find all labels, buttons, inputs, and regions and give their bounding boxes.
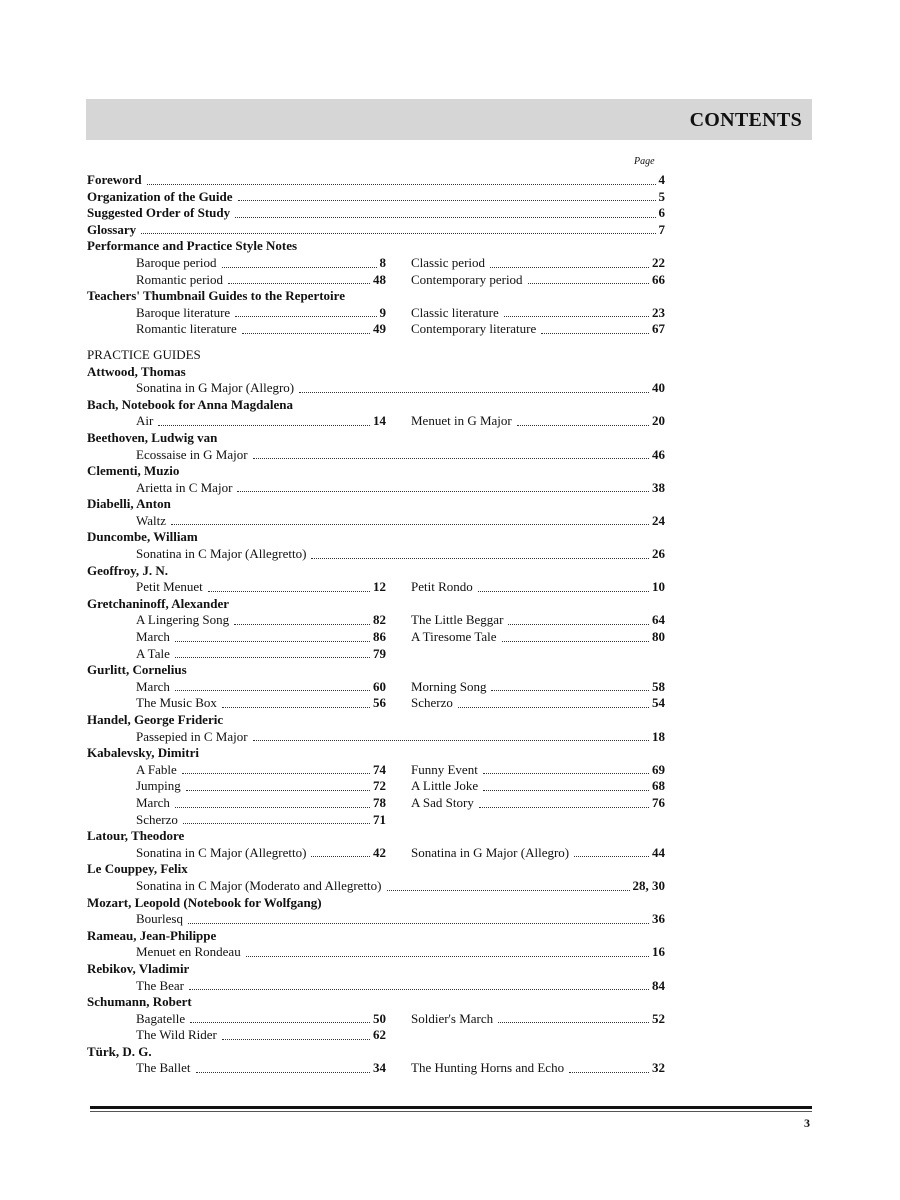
composer-name: Kabalevsky, Dimitri bbox=[87, 745, 199, 761]
toc-entry-page: 48 bbox=[373, 271, 386, 287]
dot-leader bbox=[574, 845, 649, 858]
toc-entry-page: 56 bbox=[373, 695, 386, 711]
dot-leader bbox=[141, 222, 655, 235]
toc-entry-page: 14 bbox=[373, 413, 386, 429]
toc-entry bbox=[87, 272, 386, 289]
toc-entry-label: Organization of the Guide bbox=[87, 188, 233, 204]
toc-entry bbox=[87, 447, 665, 464]
toc-entry-line bbox=[87, 189, 665, 206]
toc-entry-label: Baroque literature bbox=[136, 304, 231, 320]
toc-entry-page: 68 bbox=[652, 778, 665, 794]
toc-entry-label: March bbox=[136, 678, 170, 694]
toc-entry bbox=[411, 579, 665, 596]
dot-leader bbox=[541, 321, 649, 334]
toc-entry bbox=[87, 629, 386, 646]
toc-entry-line bbox=[136, 729, 665, 746]
toc-row bbox=[87, 762, 665, 779]
dot-leader bbox=[311, 845, 370, 858]
toc-entry-label: Morning Song bbox=[411, 678, 487, 694]
toc-entry-label: Classic literature bbox=[411, 304, 499, 320]
toc-entry-label: The Ballet bbox=[136, 1060, 191, 1076]
toc-row bbox=[87, 1027, 665, 1044]
toc-entry-line bbox=[87, 172, 665, 189]
dot-leader bbox=[478, 579, 649, 592]
dot-leader bbox=[222, 695, 370, 708]
toc-row bbox=[87, 778, 665, 795]
toc-entry bbox=[87, 172, 665, 189]
toc-entry-line bbox=[136, 546, 665, 563]
toc-entry-label: Soldier's March bbox=[411, 1010, 494, 1026]
toc-row bbox=[87, 695, 665, 712]
dot-leader bbox=[508, 612, 649, 625]
toc-entry-label: Waltz bbox=[136, 512, 166, 528]
toc-entry-label: Menuet en Rondeau bbox=[136, 944, 241, 960]
toc-entry-line bbox=[136, 878, 665, 895]
composer-name: Diabelli, Anton bbox=[87, 496, 171, 512]
toc-entry-label: The Hunting Horns and Echo bbox=[411, 1060, 565, 1076]
toc-entry-page: 7 bbox=[658, 221, 665, 237]
toc-entry-page: 76 bbox=[652, 794, 665, 810]
toc-entry-label: Petit Rondo bbox=[411, 579, 473, 595]
toc-entry bbox=[411, 795, 665, 812]
dot-leader bbox=[189, 978, 649, 991]
toc-entry bbox=[87, 513, 665, 530]
toc-entry-line bbox=[136, 911, 665, 928]
composer-name: Latour, Theodore bbox=[87, 828, 185, 844]
toc-entry-label: The Wild Rider bbox=[136, 1027, 217, 1043]
composer-name: Gurlitt, Cornelius bbox=[87, 662, 187, 678]
toc-entry-label: Petit Menuet bbox=[136, 579, 203, 595]
toc-row bbox=[87, 255, 665, 272]
toc-entry-label: Suggested Order of Study bbox=[87, 205, 231, 221]
toc-entry-page: 49 bbox=[373, 321, 386, 337]
toc-entry bbox=[411, 255, 665, 272]
toc-row bbox=[87, 845, 665, 862]
toc-entry bbox=[411, 679, 665, 696]
toc-entry-label: A Tiresome Tale bbox=[411, 629, 497, 645]
composer-name: Duncombe, William bbox=[87, 529, 198, 545]
dot-leader bbox=[458, 695, 649, 708]
toc-entry bbox=[411, 272, 665, 289]
toc-entry-page: 18 bbox=[652, 728, 665, 744]
toc-entry bbox=[87, 795, 386, 812]
toc-entry bbox=[87, 878, 665, 895]
composer-name: Clementi, Muzio bbox=[87, 463, 180, 479]
dot-leader bbox=[504, 305, 649, 318]
toc-entry-line bbox=[136, 380, 665, 397]
toc-entry bbox=[87, 546, 665, 563]
dot-leader bbox=[498, 1011, 649, 1024]
composer-name: Beethoven, Ludwig van bbox=[87, 429, 218, 445]
dot-leader bbox=[188, 911, 649, 924]
toc-entry-label: Arietta in C Major bbox=[136, 479, 233, 495]
toc-entry bbox=[87, 978, 665, 995]
toc-entry-label: Classic period bbox=[411, 254, 486, 270]
toc-row bbox=[87, 646, 665, 663]
toc-entry-page: 46 bbox=[652, 446, 665, 462]
toc-entry-line bbox=[136, 480, 665, 497]
toc-entry-label: Romantic period bbox=[136, 271, 224, 287]
toc-entry-page: 69 bbox=[652, 761, 665, 777]
dot-leader bbox=[175, 795, 370, 808]
page-number: 3 bbox=[804, 1116, 810, 1130]
toc-entry-label: Ecossaise in G Major bbox=[136, 446, 248, 462]
toc-entry-page: 84 bbox=[652, 977, 665, 993]
toc-entry-page: 34 bbox=[373, 1060, 386, 1076]
dot-leader bbox=[182, 762, 370, 775]
toc-entry-label: The Little Beggar bbox=[411, 612, 504, 628]
composer-name: Attwood, Thomas bbox=[87, 363, 186, 379]
toc-row bbox=[87, 1011, 665, 1028]
toc-entry-label: A Little Joke bbox=[411, 778, 479, 794]
dot-leader bbox=[491, 679, 649, 692]
dot-leader bbox=[222, 255, 377, 268]
toc-entry-line bbox=[136, 944, 665, 961]
toc-entry-page: 36 bbox=[652, 911, 665, 927]
toc-row bbox=[87, 1060, 665, 1077]
toc-entry-page: 54 bbox=[652, 695, 665, 711]
toc-entry-page: 86 bbox=[373, 629, 386, 645]
dot-leader bbox=[517, 413, 649, 426]
header-bar bbox=[86, 99, 812, 140]
composer-name: Rameau, Jean-Philippe bbox=[87, 927, 217, 943]
toc-entry bbox=[87, 679, 386, 696]
dot-leader bbox=[246, 944, 649, 957]
dot-leader bbox=[569, 1060, 649, 1073]
dot-leader bbox=[235, 205, 655, 218]
toc-entry-page: 5 bbox=[658, 188, 665, 204]
toc-entry-label: Sonatina in C Major (Moderato and Allegretto) bbox=[136, 877, 382, 893]
dot-leader bbox=[299, 380, 649, 393]
toc-entry-label: March bbox=[136, 629, 170, 645]
toc-entry bbox=[87, 944, 665, 961]
toc-entry bbox=[87, 695, 386, 712]
toc-entry-page: 4 bbox=[658, 172, 665, 187]
dot-leader bbox=[186, 778, 370, 791]
dot-leader bbox=[479, 795, 649, 808]
composer-name: Türk, D. G. bbox=[87, 1043, 152, 1059]
page-title: CONTENTS bbox=[689, 109, 802, 131]
toc-entry bbox=[87, 1060, 386, 1077]
toc-row bbox=[87, 272, 665, 289]
toc-entry bbox=[87, 911, 665, 928]
toc-entry-page: 62 bbox=[373, 1027, 386, 1043]
dot-leader bbox=[175, 646, 370, 659]
composer-name: Schumann, Robert bbox=[87, 994, 192, 1010]
toc-entry-page: 9 bbox=[379, 304, 386, 320]
dot-leader bbox=[171, 513, 649, 526]
toc-entry-page: 28, 30 bbox=[632, 877, 665, 893]
toc-entry-page: 44 bbox=[652, 844, 665, 860]
page-column-label: Page bbox=[634, 156, 655, 167]
dot-leader bbox=[234, 612, 370, 625]
toc-entry-line bbox=[136, 513, 665, 530]
toc-entry-label: March bbox=[136, 794, 170, 810]
toc-row bbox=[87, 612, 665, 629]
toc-entry-page: 71 bbox=[373, 811, 386, 827]
toc-entry-line bbox=[136, 447, 665, 464]
toc-entry-label: Jumping bbox=[136, 778, 181, 794]
toc-row bbox=[87, 629, 665, 646]
toc-entry bbox=[87, 205, 665, 222]
toc-entry bbox=[411, 845, 665, 862]
toc-row bbox=[87, 795, 665, 812]
composer-name: Handel, George Frideric bbox=[87, 712, 224, 727]
toc-entry bbox=[87, 1011, 386, 1028]
toc-entry bbox=[87, 255, 386, 272]
dot-leader bbox=[235, 305, 376, 318]
toc-entry-page: 60 bbox=[373, 678, 386, 694]
toc-entry bbox=[411, 695, 665, 712]
toc-entry-label: A Lingering Song bbox=[136, 612, 230, 628]
toc-entry-page: 66 bbox=[652, 271, 665, 287]
toc-row bbox=[87, 812, 665, 829]
toc-entry-page: 74 bbox=[373, 761, 386, 777]
toc-entry-page: 40 bbox=[652, 380, 665, 396]
toc-entry-line bbox=[87, 222, 665, 239]
toc-entry bbox=[87, 762, 386, 779]
toc-entry-label: Contemporary period bbox=[411, 271, 523, 287]
practice-guides-heading: PRACTICE GUIDES bbox=[87, 346, 201, 362]
dot-leader bbox=[228, 272, 370, 285]
toc-row bbox=[87, 321, 665, 338]
toc-entry bbox=[87, 305, 386, 322]
toc-entry-page: 78 bbox=[373, 794, 386, 810]
toc-entry bbox=[87, 612, 386, 629]
toc-entry-label: Air bbox=[136, 413, 154, 429]
dot-leader bbox=[387, 878, 630, 891]
dot-leader bbox=[175, 679, 370, 692]
toc-entry-page: 12 bbox=[373, 579, 386, 595]
toc-entry-page: 10 bbox=[652, 579, 665, 595]
dot-leader bbox=[253, 729, 649, 742]
dot-leader bbox=[311, 546, 649, 559]
dot-leader bbox=[253, 447, 649, 460]
composer-name: Gretchaninoff, Alexander bbox=[87, 595, 230, 611]
toc-entry-label: Foreword bbox=[87, 172, 142, 187]
dot-leader bbox=[190, 1011, 370, 1024]
toc-entry-page: 6 bbox=[658, 205, 665, 221]
toc-entry-page: 16 bbox=[652, 944, 665, 960]
toc-entry-page: 38 bbox=[652, 479, 665, 495]
toc-entry bbox=[87, 413, 386, 430]
toc-entry-page: 24 bbox=[652, 512, 665, 528]
toc-entry-label: The Music Box bbox=[136, 695, 217, 711]
dot-leader bbox=[528, 272, 649, 285]
footer-rule-thin bbox=[90, 1111, 812, 1112]
toc-entry bbox=[411, 1060, 665, 1077]
toc-entry-label: Sonatina in C Major (Allegretto) bbox=[136, 844, 307, 860]
toc-entry-label: A Sad Story bbox=[411, 794, 474, 810]
toc-entry-page: 79 bbox=[373, 645, 386, 661]
toc-entry-label: Baroque period bbox=[136, 254, 217, 270]
dot-leader bbox=[208, 579, 370, 592]
toc-row bbox=[87, 579, 665, 596]
toc-entry bbox=[411, 762, 665, 779]
toc-entry bbox=[87, 646, 386, 663]
toc-entry-label: Scherzo bbox=[411, 695, 453, 711]
toc-row bbox=[87, 679, 665, 696]
toc-entry bbox=[87, 845, 386, 862]
toc-entry bbox=[411, 413, 665, 430]
toc-entry bbox=[87, 321, 386, 338]
toc-row bbox=[87, 413, 665, 430]
composer-name: Le Couppey, Felix bbox=[87, 861, 188, 877]
composer-name: Rebikov, Vladimir bbox=[87, 960, 190, 976]
toc-entry bbox=[87, 222, 665, 239]
toc-entry-page: 26 bbox=[652, 546, 665, 562]
toc-entry-line bbox=[87, 205, 665, 222]
toc-entry-page: 64 bbox=[652, 612, 665, 628]
toc-entry-page: 52 bbox=[652, 1010, 665, 1026]
toc-entry-page: 58 bbox=[652, 678, 665, 694]
toc-entry bbox=[411, 305, 665, 322]
toc-entry-page: 22 bbox=[652, 254, 665, 270]
dot-leader bbox=[147, 172, 656, 185]
dot-leader bbox=[158, 413, 370, 426]
toc-entry bbox=[87, 778, 386, 795]
toc-entry bbox=[87, 189, 665, 206]
spacer bbox=[87, 338, 665, 347]
toc-entry-label: A Fable bbox=[136, 761, 177, 777]
toc-entry-page: 67 bbox=[652, 321, 665, 337]
toc-entry-label: Glossary bbox=[87, 221, 137, 237]
toc-entry bbox=[87, 579, 386, 596]
toc-entry bbox=[87, 729, 665, 746]
toc-entry-label: Contemporary literature bbox=[411, 321, 537, 337]
toc-entry-label: Bagatelle bbox=[136, 1010, 186, 1026]
toc-entry bbox=[411, 321, 665, 338]
toc-entry-page: 23 bbox=[652, 304, 665, 320]
toc-entry-label: Scherzo bbox=[136, 811, 178, 827]
section-heading: Teachers' Thumbnail Guides to the Repertoire bbox=[87, 288, 345, 304]
toc-entry-label: A Tale bbox=[136, 645, 170, 661]
toc-entry-line bbox=[136, 978, 665, 995]
toc-entry-label: Romantic literature bbox=[136, 321, 237, 337]
toc-entry bbox=[87, 380, 665, 397]
toc-entry-page: 82 bbox=[373, 612, 386, 628]
toc-entry-page: 72 bbox=[373, 778, 386, 794]
toc-entry-label: Funny Event bbox=[411, 761, 478, 777]
toc-entry-page: 50 bbox=[373, 1010, 386, 1026]
toc-entry-label: Sonatina in G Major (Allegro) bbox=[136, 380, 295, 396]
section-heading: Performance and Practice Style Notes bbox=[87, 238, 298, 254]
toc-entry-page: 42 bbox=[373, 844, 386, 860]
toc-entry bbox=[87, 480, 665, 497]
toc-row bbox=[87, 305, 665, 322]
dot-leader bbox=[238, 189, 656, 202]
toc-entry bbox=[411, 612, 665, 629]
dot-leader bbox=[502, 629, 649, 642]
dot-leader bbox=[490, 255, 649, 268]
table-of-contents bbox=[87, 172, 665, 1077]
dot-leader bbox=[183, 812, 370, 825]
dot-leader bbox=[483, 762, 649, 775]
toc-entry-page: 32 bbox=[652, 1060, 665, 1076]
toc-entry-label: Menuet in G Major bbox=[411, 413, 512, 429]
toc-entry-label: Sonatina in C Major (Allegretto) bbox=[136, 546, 307, 562]
composer-name: Bach, Notebook for Anna Magdalena bbox=[87, 396, 293, 412]
toc-entry bbox=[87, 812, 386, 829]
composer-name: Geoffroy, J. N. bbox=[87, 562, 168, 578]
toc-entry-label: Bourlesq bbox=[136, 911, 183, 927]
composer-name: Mozart, Leopold (Notebook for Wolfgang) bbox=[87, 894, 322, 910]
toc-entry-page: 20 bbox=[652, 413, 665, 429]
dot-leader bbox=[175, 629, 370, 642]
dot-leader bbox=[483, 778, 649, 791]
toc-entry bbox=[411, 778, 665, 795]
toc-entry bbox=[87, 1027, 386, 1044]
dot-leader bbox=[242, 321, 370, 334]
dot-leader bbox=[237, 480, 649, 493]
dot-leader bbox=[222, 1027, 370, 1040]
dot-leader bbox=[196, 1060, 370, 1073]
toc-entry-label: The Bear bbox=[136, 977, 185, 993]
toc-entry-label: Passepied in C Major bbox=[136, 728, 248, 744]
toc-entry-page: 80 bbox=[652, 629, 665, 645]
toc-entry bbox=[411, 629, 665, 646]
toc-entry-label: Sonatina in G Major (Allegro) bbox=[411, 844, 570, 860]
toc-entry bbox=[411, 1011, 665, 1028]
footer-rule bbox=[90, 1106, 812, 1109]
toc-entry-page: 8 bbox=[379, 254, 386, 270]
